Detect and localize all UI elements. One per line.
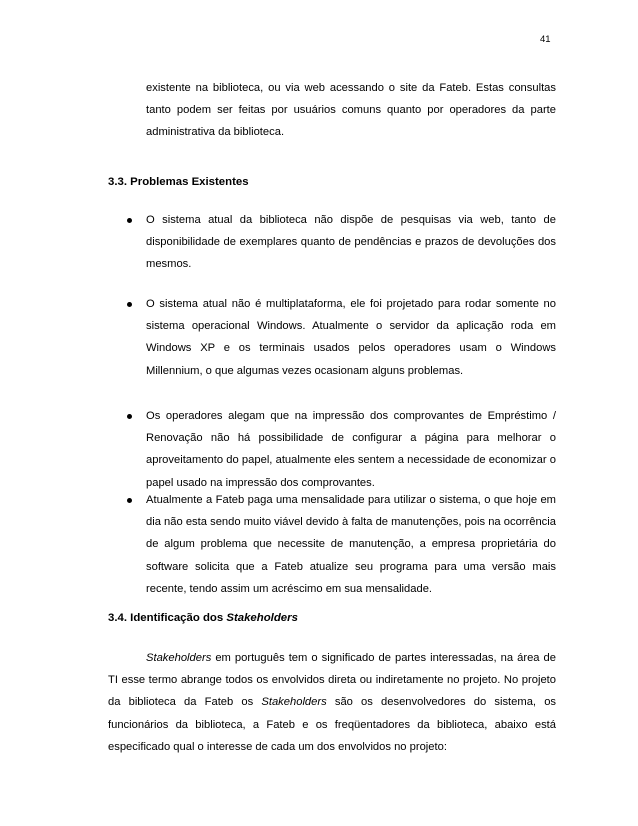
bullet-text: Os operadores alegam que na impressão dos comprovantes de Empréstimo / Renovação não há possibilidade de configurar a página para melhorar o aproveitamento do papel, atualmente eles sentem a necessidade de economizar o papel usado na impressão dos comprovantes.	[146, 410, 556, 489]
bullet-dot-icon	[127, 498, 132, 503]
bullet-text: Atualmente a Fateb paga uma mensalidade para utilizar o sistema, o que hoje em dia não esta sendo muito viável devido à falta de manutenções, pois na ocorrência de algum problema que necessite de manutenção, a empresa proprietária do software solicita que a Fateb atualize seu programa para uma versão mais recente, tendo assim um acréscimo em sua mensalidade.	[146, 494, 556, 595]
heading-text: 3.4. Identificação dos	[108, 612, 227, 624]
paragraph-text: são os desenvolvedores do sistema, os funcionários da biblioteca, a Fateb e os freqüentadores da biblioteca, abaixo está especificado qual o interesse de cada um dos envolvidos no projeto:	[108, 696, 557, 753]
italic-term: Stakeholders	[146, 652, 212, 664]
section-heading-3-3: 3.3. Problemas Existentes	[108, 176, 249, 188]
section-heading-3-4	[108, 612, 298, 624]
italic-term: Stakeholders	[261, 696, 327, 709]
paragraph-text: em português tem o significado de partes interessadas, na área de TI esse termo abrange todos os envolvidos direta ou indiretamente no projeto. No projeto da biblioteca da Fateb os	[108, 652, 556, 709]
bullet-dot-icon	[127, 414, 132, 419]
heading-italic-text: Stakeholders	[226, 612, 298, 624]
intro-paragraph: existente na biblioteca, ou via web acessando o site da Fateb. Estas consultas tanto podem ser feitas por usuários comuns quanto por operadores da parte administrativa da biblioteca.	[146, 82, 556, 139]
bullet-dot-icon	[127, 218, 132, 223]
page-number: 41	[540, 34, 551, 45]
bullet-text: O sistema atual não é multiplataforma, ele foi projetado para rodar somente no sistema operacional Windows. Atualmente o servidor da aplicação roda em Windows XP e os terminais usados pelos operadores usam o Windows Millennium, o que algumas vezes ocasionam alguns problemas.	[146, 298, 556, 377]
stakeholders-paragraph	[108, 647, 556, 758]
bullet-dot-icon	[127, 302, 132, 307]
bullet-text: O sistema atual da biblioteca não dispõe de pesquisas via web, tanto de disponibilidade de exemplares quanto de pendências e prazos de devoluções dos mesmos.	[146, 214, 556, 271]
